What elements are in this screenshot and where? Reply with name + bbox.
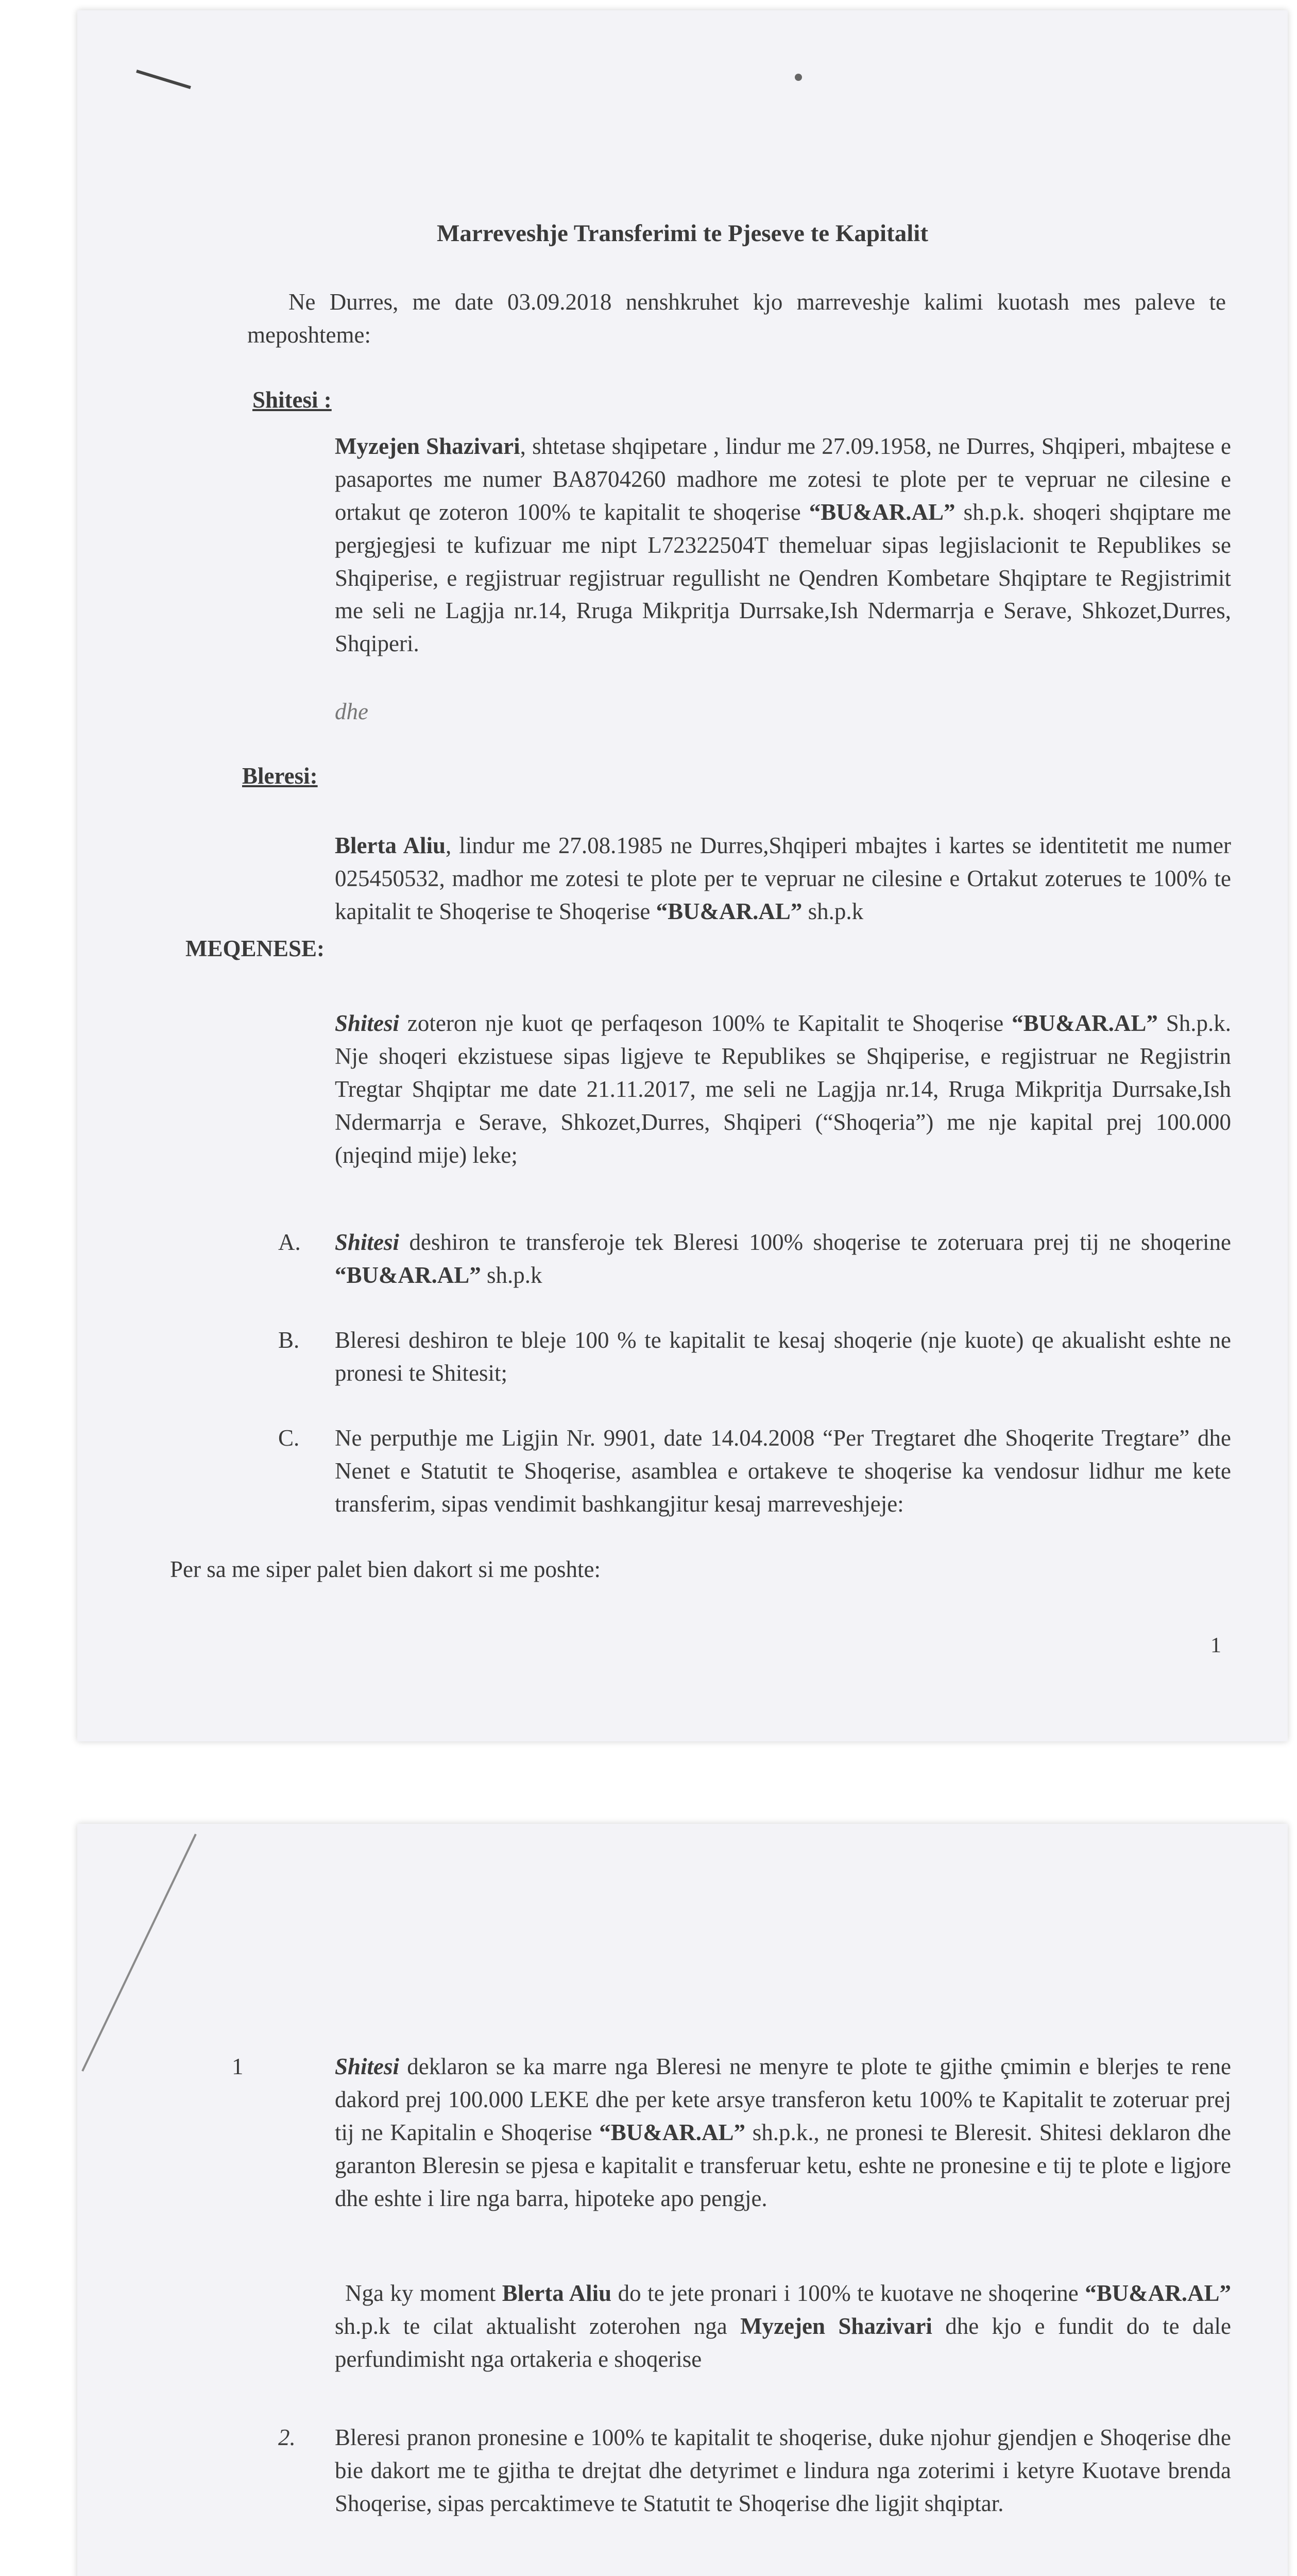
item-c-letter: C. [278, 1425, 300, 1451]
item-b-paragraph: Bleresi deshiron te bleje 100 % te kapitalit te kesaj shoqerie (nje kuote) qe akualisht eshte ne pronesi te Shitesit; [335, 1327, 1231, 1386]
seller-heading: Shitesi : [252, 387, 332, 413]
item-1-paragraph: Shitesi deklaron se ka marre nga Bleresi ne menyre te plote te gjithe çmimin e blerjes te rene dakord prej 100.000 LEKE dhe per kete arsye transferon ketu 100% te Kapitalit te zoteruar prej tij ne Kapitalin e Shoqerise “BU&AR.AL” sh.p.k., ne pronesi te Bleresit. Shitesi deklaron dhe garanton Bleresin se pjesa e kapitalit e transferuar ketu, eshte ne pronesine e tij te plote e ligjore dhe eshte i lire nga barra, hipoteke apo pengje. [335, 2054, 1232, 2211]
document-page-1 [77, 10, 1288, 1741]
item-a-paragraph: Shitesi deshiron te transferoje tek Bleresi 100% shoqerise te zoteruara prej tij ne shoqerine “BU&AR.AL” sh.p.k [335, 1229, 1231, 1288]
item-b-letter: B. [278, 1327, 300, 1353]
company-name: “BU&AR.AL” [335, 1262, 481, 1288]
item-1-number: 1 [232, 2054, 244, 2079]
seller-name: Myzejen Shazivari [335, 433, 520, 459]
seller-paragraph: Myzejen Shazivari, shtetase shqipetare , lindur me 27.09.1958, ne Durres, Shqiperi, mbajtese e pasaportes me numer BA8704260 madhore me zotesi te plote per te vepruar ne cilesine e ortakut qe zoteron 100% te kapitalit te shoqerise “BU&AR.AL” sh.p.k. shoqeri shqiptare me pergjegjesi te kufizuar me nipt L72322504T themeluar sipas legjislacionit te Republikes se Shqiperise, e regjistruar regjistruar regullisht ne Qendren Kombetare Shqiptare te Regjistrimit me seli ne Lagjja nr.14, Rruga Mikpritja Durrsake,Ish Ndermarrja e Serave, Shkozet,Durres, Shqiperi. [335, 433, 1231, 657]
company-name: “BU&AR.AL” [809, 499, 955, 525]
agreement-intro: Per sa me siper palet bien dakort si me poshte: [170, 1556, 601, 1582]
buyer-heading: Bleresi: [242, 763, 318, 789]
buyer-name: Blerta Aliu [335, 833, 446, 858]
scan-fold-line [77, 1824, 201, 2081]
item-c-paragraph: Ne perputhje me Ligjin Nr. 9901, date 14.04.2008 “Per Tregtaret dhe Shoqerite Tregtare” dhe Nenet e Statutit te Shoqerise, asamblea e ortakeve te shoqerise ka vendosur lidhur me kete transferim, sipas vendimit bashkangjitur kesaj marreveshjeje: [335, 1425, 1231, 1517]
scan-mark-stroke [134, 67, 196, 93]
document-title: Marreveshje Transferimi te Pjeseve te Kapitalit [436, 220, 929, 247]
page-number: 1 [1210, 1634, 1221, 1657]
item-a-letter: A. [278, 1229, 301, 1255]
company-name: “BU&AR.AL” [656, 898, 803, 924]
document-page-2 [77, 1824, 1288, 2576]
buyer-paragraph: Blerta Aliu, lindur me 27.08.1985 ne Durres,Shqiperi mbajtes i kartes se identitetit me numer 025450532, madhor me zotesi te plote per te vepruar ne cilesine e Ortakut zoterues te 100% te kapitalit te Shoqerise te Shoqerise “BU&AR.AL” sh.p.k [335, 833, 1232, 924]
intro-paragraph: Ne Durres, me date 03.09.2018 nenshkruhet kjo marreveshje kalimi kuotash mes paleve te meposhteme: [247, 289, 1226, 348]
item-2-number: 2. [278, 2425, 296, 2450]
whereas-paragraph: Shitesi zoteron nje kuot qe perfaqeson 100% te Kapitalit te Shoqerise “BU&AR.AL” Sh.p.k. Nje shoqeri ekzistuese sipas ligjeve te Republikes se Shqiperise, e regjistruar ne Regjistrin Tregtar Shqiptar me date 21.11.2017, me seli ne Lagjja nr.14, Rruga Mikpritja Durrsake,Ish Ndermarrja e Serave, Shkozet,Durres, Shqiperi (“Shoqeria”) me nje kapital prej 100.000 (njeqind mije) leke; [335, 1010, 1232, 1168]
item-1-paragraph-2: Nga ky moment Blerta Aliu do te jete pronari i 100% te kuotave ne shoqerine “BU&AR.AL” sh.p.k te cilat aktualisht zoterohen nga Myzejen Shazivari dhe kjo e fundit do te dale perfundimisht nga ortakeria e shoqerise [335, 2280, 1231, 2372]
whereas-heading: MEQENESE: [185, 936, 325, 961]
scan-speck [788, 70, 809, 85]
and-word: dhe [335, 699, 368, 724]
company-name: “BU&AR.AL” [1085, 2280, 1231, 2306]
item-2-paragraph: Bleresi pranon pronesine e 100% te kapitalit te shoqerise, duke njohur gjendjen e Shoqerise dhe bie dakort me te gjitha te drejtat dhe detyrimet e lindura nga zoterimi i ketyre Kuotave brenda Shoqerise, sipas percaktimeve te Statutit te Shoqerise dhe ligjit shqiptar. [335, 2425, 1231, 2516]
company-name: “BU&AR.AL” [599, 2119, 746, 2145]
company-name: “BU&AR.AL” [1012, 1010, 1158, 1036]
